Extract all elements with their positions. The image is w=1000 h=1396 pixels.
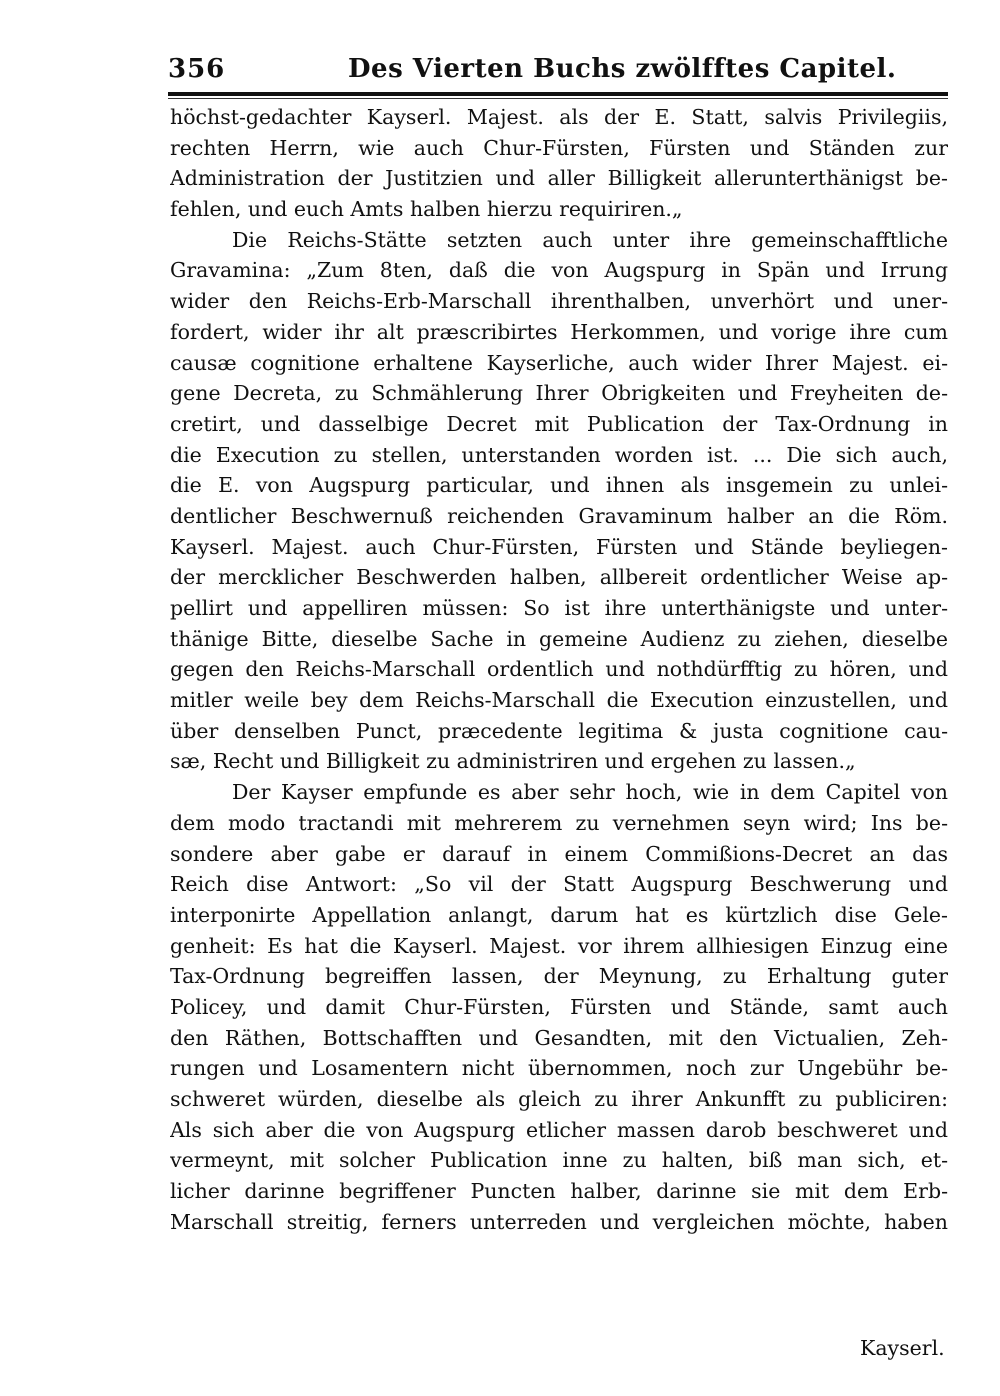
text-line: Der Kayser empfunde es aber sehr hoch, wie in dem Capitel von bbox=[232, 780, 948, 805]
header-rule bbox=[168, 92, 948, 96]
text-line: den Räthen, Bottschafften und Gesandten, mit den Victualien, Zeh- bbox=[170, 1025, 948, 1050]
text-line: cretirt, und dasselbige Decret mit Publication der Tax-Ordnung in bbox=[170, 411, 948, 436]
text-line: Die Reichs-Stätte setzten auch unter ihre gemeinschafftliche bbox=[232, 227, 948, 252]
text-line: vermeynt, mit solcher Publication inne zu halten, biß man sich, et- bbox=[170, 1148, 948, 1173]
text-line: Als sich aber die von Augspurg etlicher massen darob beschweret und bbox=[170, 1117, 948, 1142]
text-line: Tax-Ordnung begreiffen lassen, der Meynung, zu Erhaltung guter bbox=[170, 964, 948, 989]
text-line: Marschall streitig, ferners unterreden und vergleichen möchte, haben bbox=[170, 1209, 948, 1234]
text-line: der mercklicher Beschwerden halben, allbereit ordentlicher Weise ap- bbox=[170, 565, 948, 590]
text-line: über denselben Punct, præcedente legitima & justa cognitione cau- bbox=[170, 718, 948, 743]
text-line: sondere aber gabe er darauf in einem Commißions-Decret an das bbox=[170, 841, 948, 866]
catchword: Kayserl. bbox=[860, 1336, 945, 1360]
text-line: mitler weile bey dem Reichs-Marschall die Execution einzustellen, und bbox=[170, 688, 948, 713]
text-line: fehlen, und euch Amts halben hierzu requiriren.„ bbox=[170, 197, 683, 222]
header-rule-thin bbox=[168, 98, 948, 99]
text-line: rungen und Losamentern nicht übernommen, noch zur Ungebühr be- bbox=[170, 1056, 948, 1081]
text-line: licher darinne begriffener Puncten halber, darinne sie mit dem Erb- bbox=[170, 1179, 948, 1204]
text-line: gene Decreta, zu Schmählerung Ihrer Obrigkeiten und Freyheiten de- bbox=[170, 381, 948, 406]
page-number: 356 bbox=[168, 54, 226, 84]
text-line: Kayserl. Majest. auch Chur-Fürsten, Fürsten und Stände beyliegen- bbox=[170, 534, 948, 559]
text-line: höchst-gedachter Kayserl. Majest. als der E. Statt, salvis Privilegiis, bbox=[170, 105, 948, 129]
text-line: Reich dise Antwort: „So vil der Statt Augspurg Beschwerung und bbox=[170, 872, 948, 897]
text-line: gegen den Reichs-Marschall ordentlich und nothdürfftig zu hören, und bbox=[170, 657, 948, 682]
text-line: Gravamina: „Zum 8ten, daß die von Augspurg in Spän und Irrung bbox=[170, 258, 948, 283]
text-line: die E. von Augspurg particular, und ihnen als insgemein zu unlei- bbox=[170, 473, 948, 498]
text-line: Administration der Justitzien und aller Billigkeit allerunterthänigst be- bbox=[170, 166, 948, 191]
text-line: Policey, und damit Chur-Fürsten, Fürsten und Stände, samt auch bbox=[170, 994, 948, 1019]
body-text bbox=[170, 102, 948, 1237]
text-line: interponirte Appellation anlangt, darum hat es kürtzlich dise Gele- bbox=[170, 902, 948, 927]
text-line: wider den Reichs-Erb-Marschall ihrenthalben, unverhört und uner- bbox=[170, 289, 948, 314]
page-header bbox=[168, 50, 948, 90]
text-line: fordert, wider ihr alt præscribirtes Herkommen, und vorige ihre cum bbox=[170, 319, 948, 344]
text-line: schweret würden, dieselbe als gleich zu ihrer Ankunfft zu publiciren: bbox=[170, 1087, 948, 1111]
text-line: pellirt und appelliren müssen: So ist ihre unterthänigste und unter- bbox=[170, 596, 948, 620]
text-line: thänige Bitte, dieselbe Sache in gemeine Audienz zu ziehen, dieselbe bbox=[170, 626, 948, 651]
text-line: dentlicher Beschwernuß reichenden Gravaminum halber an die Röm. bbox=[170, 503, 948, 528]
text-line: genheit: Es hat die Kayserl. Majest. vor ihrem allhiesigen Einzug eine bbox=[170, 933, 948, 958]
text-line: dem modo tractandi mit mehrerem zu vernehmen seyn wird; Ins be- bbox=[170, 810, 948, 835]
text-line: causæ cognitione erhaltene Kayserliche, auch wider Ihrer Majest. ei- bbox=[170, 350, 948, 375]
text-line: rechten Herrn, wie auch Chur-Fürsten, Fürsten und Ständen zur bbox=[170, 135, 948, 160]
text-line: sæ, Recht und Billigkeit zu administriren und ergehen zu lassen.„ bbox=[170, 749, 856, 774]
text-line: die Execution zu stellen, unterstanden worden ist. ... Die sich auch, bbox=[170, 442, 948, 467]
running-head: Des Vierten Buchs zwölfftes Capitel. bbox=[348, 54, 897, 84]
